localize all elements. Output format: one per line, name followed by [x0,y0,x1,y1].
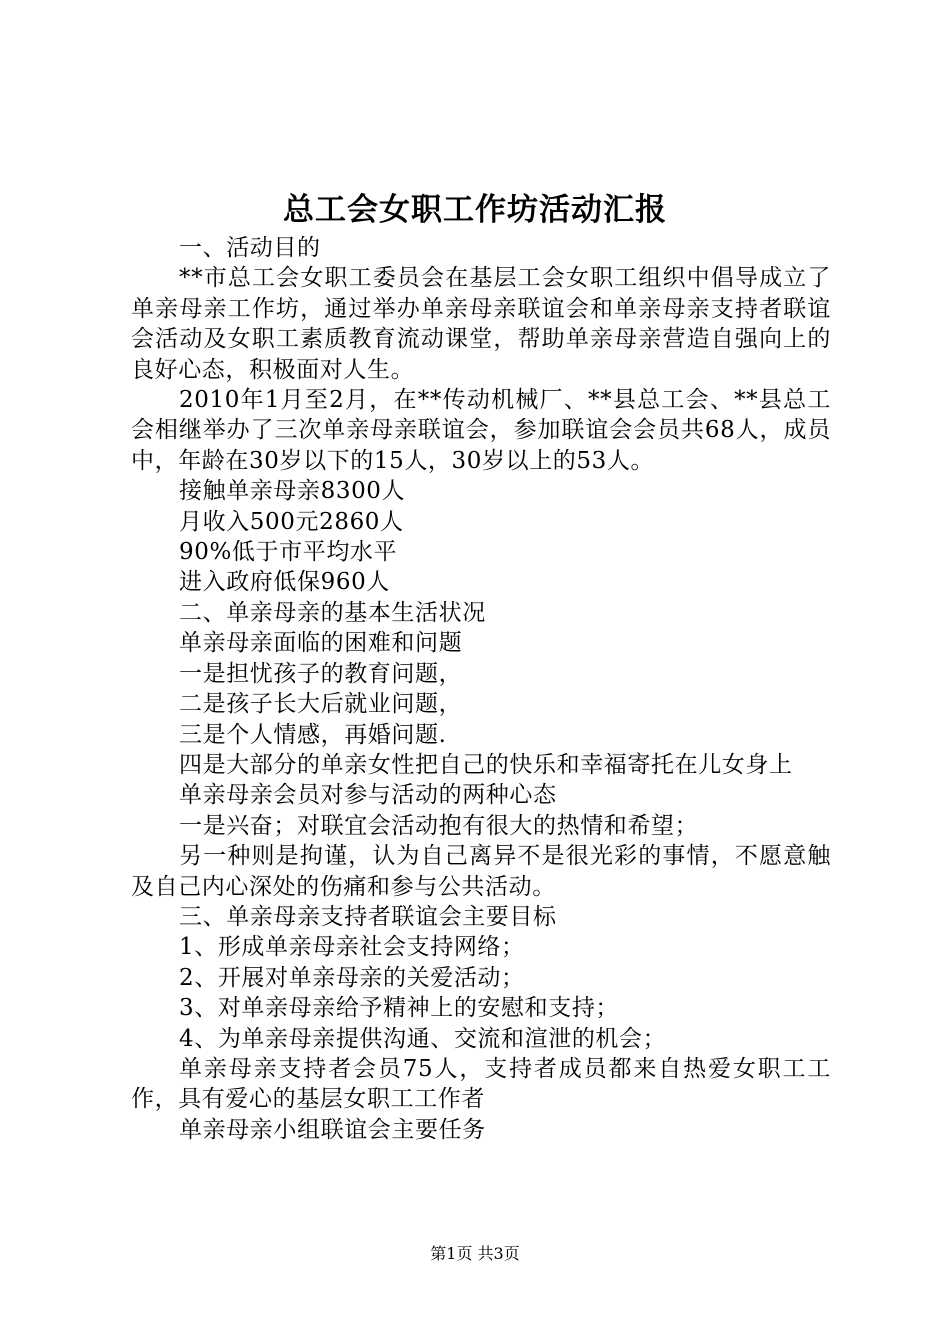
document-title: 总工会女职工作坊活动汇报 [283,192,667,228]
paragraph: 单亲母亲会员对参与活动的两种心态 [179,782,557,809]
paragraph: **市总工会女职工委员会在基层工会女职工组织中倡导成立了单亲母亲工作坊，通过举办单亲母亲联谊会和单亲母亲支持者联谊会活动及女职工素质教育流动课堂，帮助单亲母亲营造自强向上的良好心态，积极面对人生。 [131,265,831,383]
paragraph: 另一种则是拘谨，认为自己离异不是很光彩的事情，不愿意触及自己内心深处的伤痛和参与公共活动。 [131,843,831,900]
paragraph: 四是大部分的单亲女性把自己的快乐和幸福寄托在儿女身上 [179,751,793,778]
paragraph: 单亲母亲小组联谊会主要任务 [179,1116,486,1143]
paragraph: 一是担忧孩子的教育问题， [179,660,463,687]
paragraph: 90%低于市平均水平 [179,539,398,566]
paragraph: 3、对单亲母亲给予精神上的安慰和支持； [179,995,620,1022]
paragraph: 月收入500元2860人 [179,508,404,535]
page-footer: 第1页 共3页 [430,1244,520,1263]
paragraph: 单亲母亲支持者会员75人，支持者成员都来自热爱女职工工作，具有爱心的基层女职工工作者 [131,1055,831,1113]
paragraph: 4、为单亲母亲提供沟通、交流和渲泄的机会； [179,1025,667,1052]
paragraph: 三、单亲母亲支持者联谊会主要目标 [179,903,557,930]
paragraph: 二是孩子长大后就业问题， [179,691,463,718]
paragraph: 1、形成单亲母亲社会支持网络； [179,934,525,961]
paragraph: 一是兴奋；对联宜会活动抱有很大的热情和希望； [179,812,699,839]
paragraph: 三是个人情感，再婚问题. [179,721,447,748]
paragraph: 接触单亲母亲8300人 [179,478,406,505]
document-body [131,233,831,1145]
paragraph: 2010年1月至2月，在**传动机械厂、**县总工会、**县总工会相继举办了三次单亲母亲联谊会，参加联谊会会员共68人，成员中，年龄在30岁以下的15人，30岁以上的53人。 [131,387,831,474]
paragraph: 2、开展对单亲母亲的关爱活动； [179,964,525,991]
paragraph: 一、活动目的 [179,235,321,261]
paragraph: 二、单亲母亲的基本生活状况 [179,599,486,626]
paragraph: 进入政府低保960人 [179,569,390,596]
paragraph: 单亲母亲面临的困难和问题 [179,630,463,657]
